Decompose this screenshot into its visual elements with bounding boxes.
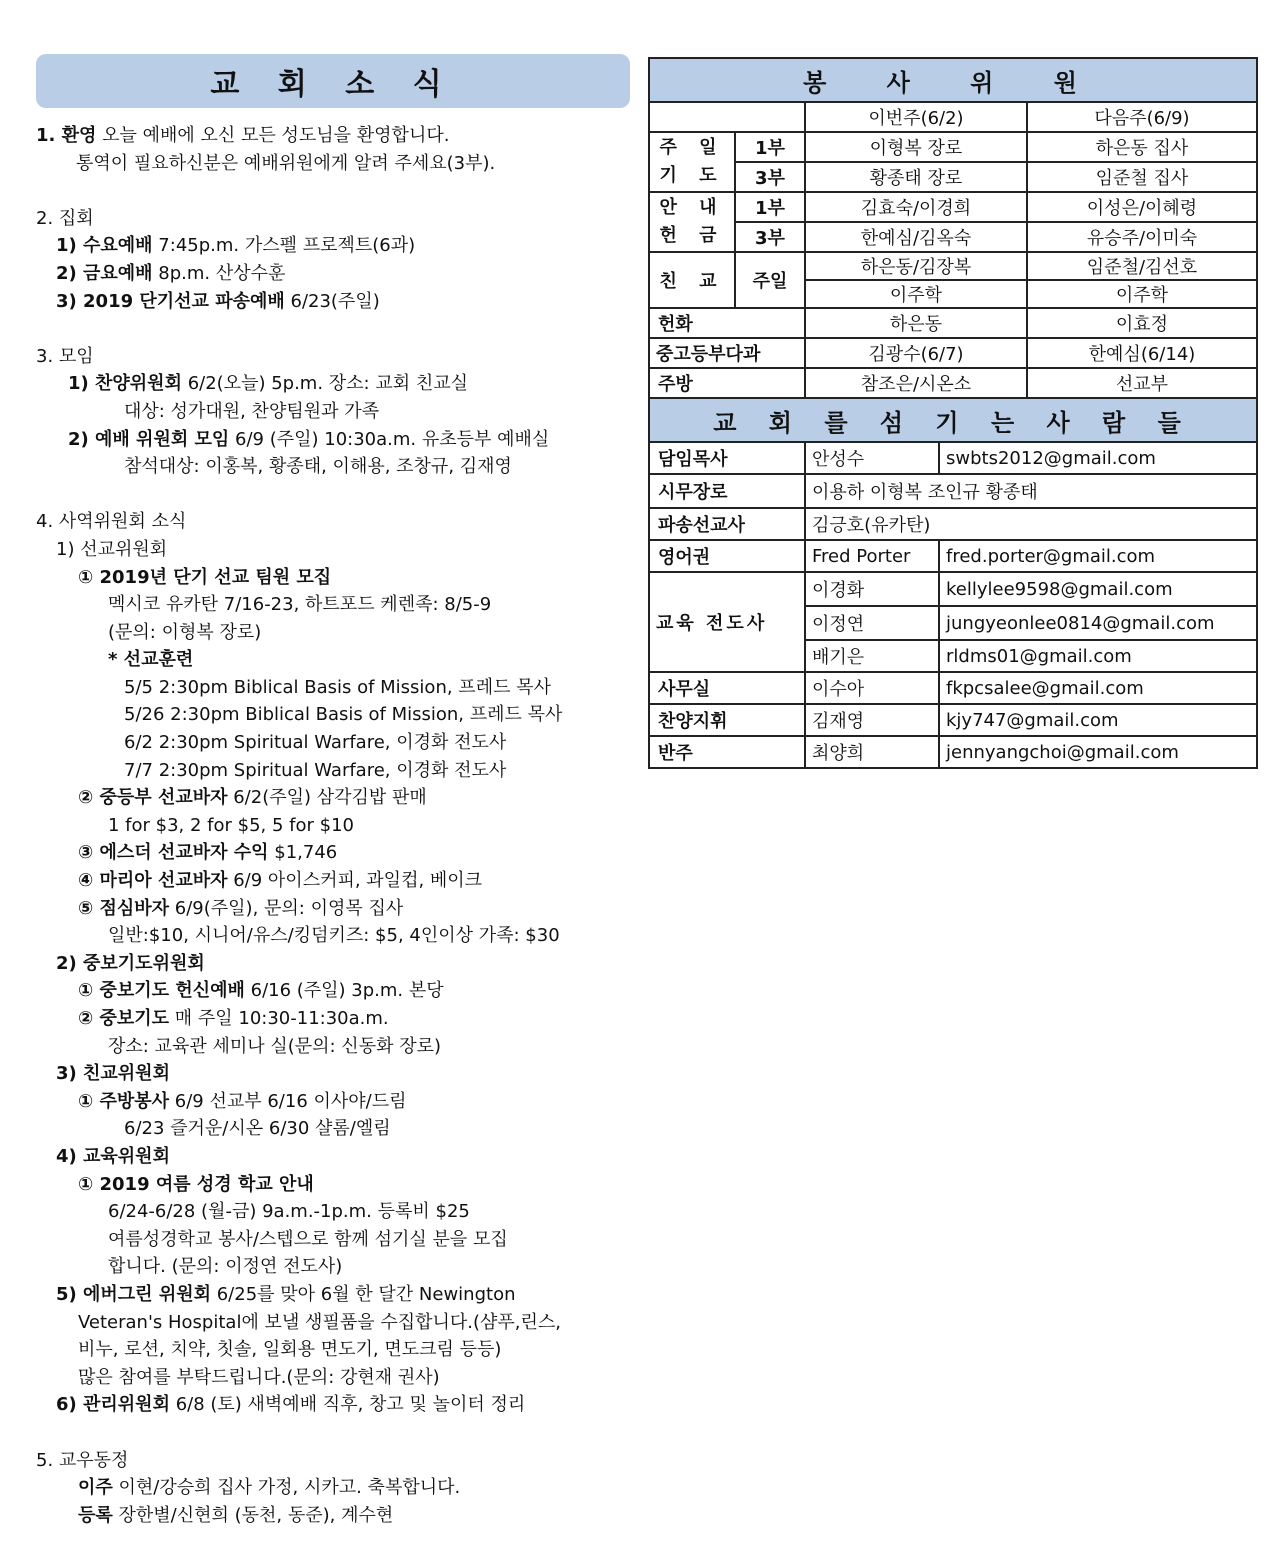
staff-label-missionary: 파송선교사	[649, 508, 805, 540]
news-line	[36, 1391, 630, 1419]
news-line	[36, 1281, 630, 1309]
right-column	[648, 57, 1256, 769]
news-line-text: 합니다. (문의: 이정연 전도사)	[108, 1256, 343, 1278]
flowers-this: 하은동	[805, 308, 1027, 338]
news-line-text: 5. 교우동정	[36, 1449, 129, 1471]
news-line-text: 이현/강승희 집사 가정, 시카고. 축복합니다.	[112, 1477, 461, 1499]
staff-label-office: 사무실	[649, 672, 805, 704]
news-line-bold: ④ 마리아 선교바자	[78, 870, 228, 892]
news-line-bold: ② 중보기도	[78, 1008, 170, 1029]
news-line	[36, 619, 630, 647]
edu-name-2: 이정연	[805, 606, 939, 640]
news-line-bold: 1) 찬양위원회	[68, 373, 182, 395]
news-line-bold: 2) 금요예배	[56, 262, 153, 284]
news-line-text: 일반:$10, 시니어/유스/킹덤키즈: $5, 4인이상 가족: $30	[108, 925, 560, 947]
news-line	[36, 591, 630, 619]
staff-name-office: 이수아	[805, 672, 939, 704]
flowers-next: 이효정	[1027, 308, 1257, 338]
staff-name-missionary: 김긍호(유카탄)	[805, 508, 1257, 540]
news-line-text: 매 주일 10:30-11:30a.m.	[169, 1008, 389, 1029]
staff-email-office: fkpcsalee@gmail.com	[939, 672, 1257, 704]
news-line	[36, 977, 630, 1005]
edu-name-1: 이경화	[805, 572, 939, 606]
edu-email-1: kellylee9598@gmail.com	[939, 572, 1257, 606]
news-line-text: 2. 집회	[36, 207, 94, 229]
usher-this-1: 김효숙/이경희	[805, 192, 1027, 222]
news-line-bold: ① 2019년 단기 선교 팀원 모집	[78, 566, 332, 588]
news-line-text: $1,746	[268, 842, 338, 864]
news-line-text: 장한별/신현희 (동천, 동준), 계수현	[112, 1504, 394, 1526]
news-line	[36, 453, 630, 481]
news-line-text: 7:45p.m. 가스펠 프로젝트(6과)	[152, 235, 416, 257]
usher-next-3: 유승주/이미숙	[1027, 222, 1257, 252]
news-line-text: 4. 사역위원회 소식	[36, 511, 187, 533]
youth-snack-this: 김광수(6/7)	[805, 338, 1027, 368]
news-line	[36, 1060, 630, 1088]
staff-table	[648, 397, 1258, 769]
news-line	[36, 784, 630, 812]
news-line	[36, 564, 630, 592]
news-line	[36, 1005, 630, 1033]
prayer-part-1: 1부	[735, 132, 805, 162]
news-line	[36, 701, 630, 729]
news-line-bold: ② 중등부 선교바자	[78, 787, 228, 809]
news-line-bold: ① 2019 여름 성경 학교 안내	[78, 1173, 314, 1195]
kitchen-this: 참조은/시온소	[805, 368, 1027, 398]
news-line	[36, 1033, 630, 1061]
fellowship-this-2: 이주학	[805, 280, 1027, 308]
news-line	[36, 1198, 630, 1226]
news-line	[36, 260, 630, 288]
staff-name-english: Fred Porter	[805, 540, 939, 572]
prayer-next-3: 임준철 집사	[1027, 162, 1257, 192]
usher-this-3: 한예심/김옥숙	[805, 222, 1027, 252]
staff-email-pastor: swbts2012@gmail.com	[939, 442, 1257, 474]
news-line	[36, 426, 630, 454]
news-line	[36, 1253, 630, 1281]
news-line	[36, 150, 630, 178]
news-line	[36, 1447, 630, 1475]
empty-cell	[649, 102, 805, 132]
news-line	[36, 1143, 630, 1171]
staff-label-education: 교육 전도사	[649, 572, 805, 672]
news-line	[36, 1474, 630, 1502]
news-line-text: 6/24-6/28 (월-금) 9a.m.-1p.m. 등록비 $25	[108, 1201, 470, 1223]
news-line	[36, 839, 630, 867]
news-line	[36, 205, 630, 233]
news-line	[36, 536, 630, 564]
news-line	[36, 1364, 630, 1392]
news-line	[36, 646, 630, 674]
fellowship-this-1: 하은동/김장복	[805, 252, 1027, 280]
prayer-part-3: 3부	[735, 162, 805, 192]
youth-snack-next: 한예심(6/14)	[1027, 338, 1257, 368]
news-line-text: 5/26 2:30pm Biblical Basis of Mission, 프레드 목사	[124, 704, 563, 726]
usher-next-1: 이성은/이혜령	[1027, 192, 1257, 222]
news-line-text: 6/9 (주일) 10:30a.m. 유초등부 예배실	[229, 428, 550, 450]
news-line-text: 1 for $3, 2 for $5, 5 for $10	[108, 814, 354, 836]
news-line-bold: 3) 2019 단기선교 파송예배	[56, 290, 285, 312]
news-line-bold: 2) 예배 위원회 모임	[68, 428, 230, 450]
news-line	[36, 895, 630, 923]
staff-label-pianist: 반주	[649, 736, 805, 768]
flowers-label: 헌화	[649, 308, 805, 338]
news-line	[36, 370, 630, 398]
news-line-text: 멕시코 유카탄 7/16-23, 하트포드 케렌족: 8/5-9	[108, 594, 492, 616]
news-line	[36, 398, 630, 426]
news-line	[36, 232, 630, 260]
news-line-text: 비누, 로션, 치약, 칫솔, 일회용 면도기, 면도크림 등등)	[78, 1339, 502, 1361]
this-week-header: 이번주(6/2)	[805, 102, 1027, 132]
news-line	[36, 1226, 630, 1254]
fellowship-next-2: 이주학	[1027, 280, 1257, 308]
staff-name-pastor: 안성수	[805, 442, 939, 474]
news-line-text: 6/25를 맞아 6월 한 달간 Newington	[211, 1283, 516, 1305]
service-committee-title: 봉 사 위 원	[649, 58, 1257, 102]
news-line-text: 7/7 2:30pm Spiritual Warfare, 이경화 전도사	[124, 759, 507, 781]
news-line-text: 통역이 필요하신분은 예배위원에게 알려 주세요(3부).	[76, 152, 496, 174]
next-week-header: 다음주(6/9)	[1027, 102, 1257, 132]
news-line-text: 6/2 2:30pm Spiritual Warfare, 이경화 전도사	[124, 732, 507, 754]
staff-email-english: fred.porter@gmail.com	[939, 540, 1257, 572]
staff-email-choir: kjy747@gmail.com	[939, 704, 1257, 736]
news-line-text: 6/9(주일), 문의: 이영목 집사	[169, 897, 404, 919]
news-line	[36, 122, 630, 150]
news-line-bold: * 선교훈련	[108, 649, 194, 671]
news-line-text: 6/9 선교부 6/16 이사야/드림	[169, 1090, 407, 1112]
news-line	[36, 1502, 630, 1530]
news-line-text: 6/2(오늘) 5p.m. 장소: 교회 친교실	[181, 373, 469, 395]
news-line-text: 5/5 2:30pm Biblical Basis of Mission, 프레드 목사	[124, 676, 551, 698]
news-line-text: (문의: 이형복 장로)	[108, 621, 262, 643]
church-news-list	[36, 122, 630, 1529]
news-line	[36, 1336, 630, 1364]
church-news-column	[36, 54, 630, 1529]
news-line-text: 여름성경학교 봉사/스텝으로 함께 섬기실 분을 모집	[108, 1228, 508, 1250]
news-line	[36, 729, 630, 757]
usher-part-1: 1부	[735, 192, 805, 222]
news-line-text: 참석대상: 이홍복, 황종태, 이해용, 조창규, 김재영	[124, 456, 512, 478]
usher-part-3: 3부	[735, 222, 805, 252]
news-line	[36, 674, 630, 702]
news-line-bold: ⑤ 점심바자	[78, 897, 170, 919]
news-line-text: 대상: 성가대원, 찬양팀원과 가족	[124, 400, 379, 422]
service-committee-table	[648, 57, 1258, 399]
kitchen-next: 선교부	[1027, 368, 1257, 398]
news-line-bold: ① 중보기도 헌신예배	[78, 980, 245, 1002]
fellowship-part: 주일	[735, 252, 805, 308]
staff-label-elders: 시무장로	[649, 474, 805, 508]
news-line	[36, 288, 630, 316]
staff-email-pianist: jennyangchoi@gmail.com	[939, 736, 1257, 768]
edu-name-3: 배기은	[805, 640, 939, 672]
news-line-bold: 4) 교육위원회	[56, 1145, 170, 1167]
news-line-text: 오늘 예배에 오신 모든 성도님을 환영합니다.	[96, 125, 450, 146]
news-line	[36, 812, 630, 840]
spacer	[36, 177, 630, 205]
news-line-bold: 3) 친교위원회	[56, 1063, 170, 1085]
news-line-text: 6/23 즐거운/시온 6/30 샬롬/엘림	[124, 1118, 391, 1140]
prayer-this-3: 황종태 장로	[805, 162, 1027, 192]
news-line-bold: ③ 에스더 선교바자 수익	[78, 842, 269, 864]
news-line-bold: 1. 환영	[36, 125, 97, 146]
edu-email-2: jungyeonlee0814@gmail.com	[939, 606, 1257, 640]
news-line-text: 6/2(주일) 삼각김밥 판매	[227, 787, 427, 809]
spacer	[36, 1419, 630, 1447]
news-line-text: 1) 선교위원회	[56, 538, 168, 560]
news-line-text: 6/9 아이스커피, 과일컵, 베이크	[227, 870, 483, 892]
prayer-this-1: 이형복 장로	[805, 132, 1027, 162]
news-line-text: 6/16 (주일) 3p.m. 본당	[244, 980, 444, 1002]
news-line-text: 6/8 (토) 새벽예배 직후, 창고 및 놀이터 정리	[169, 1394, 526, 1416]
kitchen-label: 주방	[649, 368, 805, 398]
news-line	[36, 867, 630, 895]
staff-name-pianist: 최양희	[805, 736, 939, 768]
news-line	[36, 1309, 630, 1337]
news-line-text: 장소: 교육관 세미나 실(문의: 신동화 장로)	[108, 1035, 441, 1057]
spacer	[36, 481, 630, 509]
youth-snack-label: 중고등부다과	[649, 338, 805, 368]
staff-label-english: 영어권	[649, 540, 805, 572]
prayer-next-1: 하은동 집사	[1027, 132, 1257, 162]
news-line	[36, 1115, 630, 1143]
news-line-bold: 2) 중보기도위원회	[56, 952, 205, 974]
staff-label-pastor: 담임목사	[649, 442, 805, 474]
staff-title: 교 회 를 섬 기 는 사 람 들	[649, 398, 1257, 442]
news-line-bold: 등록	[78, 1504, 113, 1526]
news-line	[36, 508, 630, 536]
news-line	[36, 1088, 630, 1116]
news-line-text: 8p.m. 산상수훈	[152, 262, 286, 284]
church-news-title: 교 회 소 식	[36, 54, 630, 108]
news-line-bold: ① 주방봉사	[78, 1090, 170, 1112]
news-line-bold: 5) 에버그린 위원회	[56, 1283, 211, 1305]
news-line	[36, 757, 630, 785]
news-line	[36, 922, 630, 950]
news-line-text: 3. 모임	[36, 345, 94, 367]
news-line	[36, 343, 630, 371]
news-line-bold: 이주	[78, 1477, 113, 1499]
usher-label: 안 내 헌 금	[649, 192, 735, 252]
news-line-text: 6/23(주일)	[284, 290, 380, 312]
news-line-text: Veteran's Hospital에 보낼 생필품을 수집합니다.(샴푸,린스,	[78, 1311, 562, 1333]
edu-email-3: rldms01@gmail.com	[939, 640, 1257, 672]
news-line-text: 많은 참여를 부탁드립니다.(문의: 강현재 권사)	[78, 1366, 440, 1388]
fellowship-next-1: 임준철/김선호	[1027, 252, 1257, 280]
news-line	[36, 950, 630, 978]
staff-label-choir: 찬양지휘	[649, 704, 805, 736]
news-line	[36, 1171, 630, 1199]
news-line-bold: 1) 수요예배	[56, 235, 153, 257]
prayer-label: 주 일 기 도	[649, 132, 735, 192]
staff-name-elders: 이용하 이형복 조인규 황종태	[805, 474, 1257, 508]
fellowship-label: 친 교	[649, 252, 735, 308]
news-line-bold: 6) 관리위원회	[56, 1394, 170, 1416]
spacer	[36, 315, 630, 343]
staff-name-choir: 김재영	[805, 704, 939, 736]
